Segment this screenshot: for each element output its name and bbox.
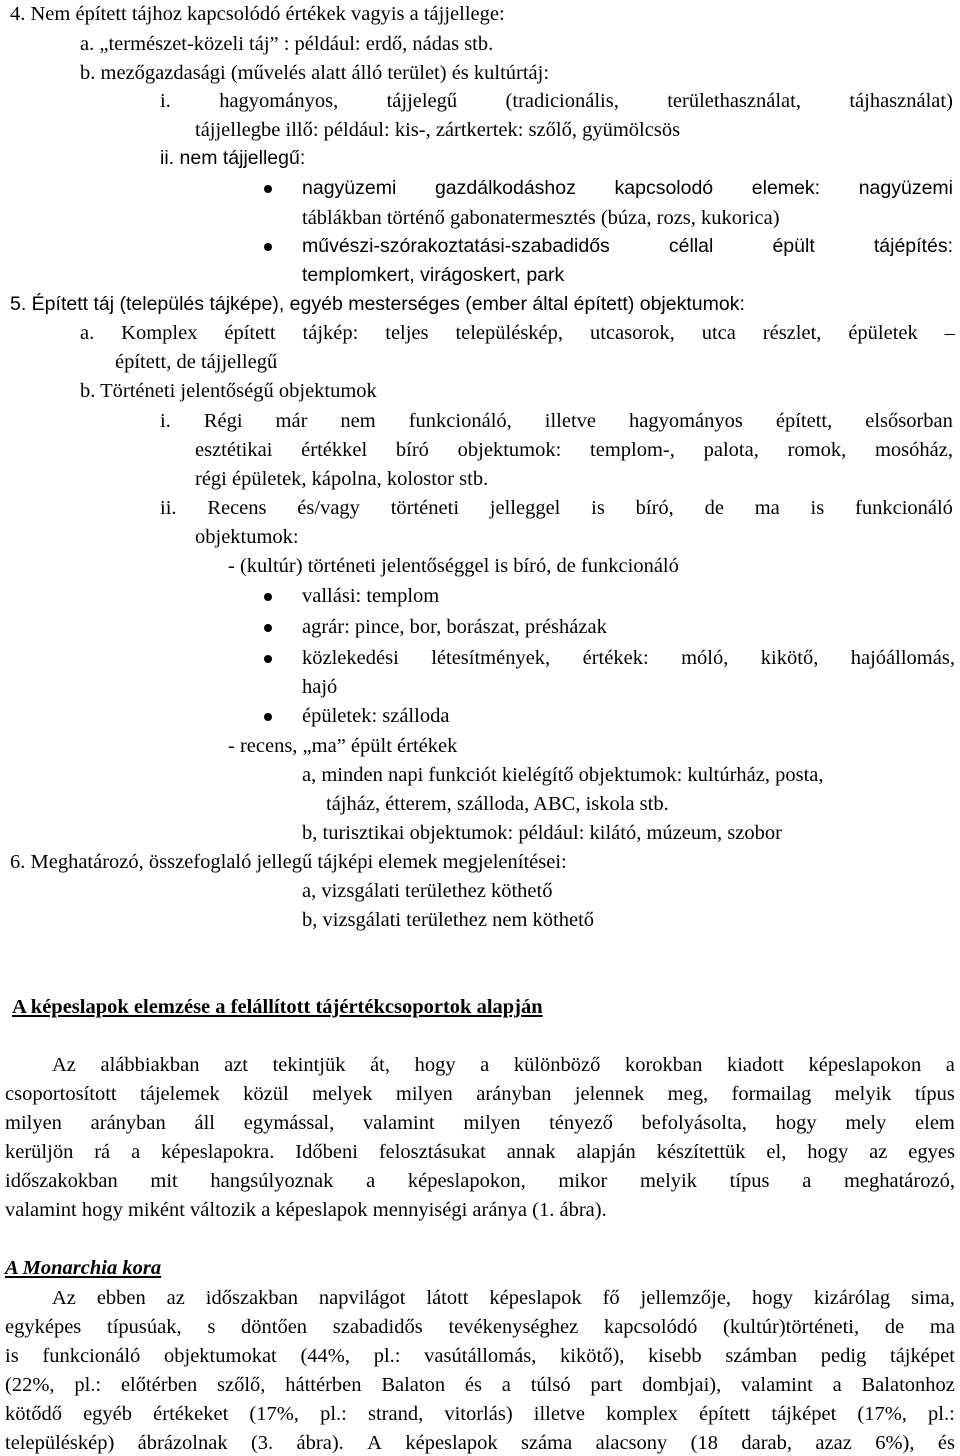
dash-item-1: - (kultúr) történeti jelentőséggel is bíró, de funkcionáló	[228, 555, 679, 577]
word: ábra).	[296, 1432, 344, 1454]
word: milyen	[395, 1083, 453, 1105]
word: pl.:	[320, 1403, 347, 1425]
item-4-label: 4. Nem épített tájhoz kapcsolódó értékek vagyis a tájjellege:	[10, 3, 505, 25]
word: tájépítés:	[873, 235, 953, 257]
paragraph-line-last: valamint hogy miként változik a képeslapok mennyiségi aránya (1. ábra).	[5, 1199, 607, 1221]
item-5a-line2: épített, de tájjellegű	[115, 351, 278, 373]
word: nem	[340, 410, 376, 432]
word: részlet,	[762, 322, 822, 344]
word: Balatonhoz	[861, 1374, 955, 1396]
word: mikor	[558, 1170, 608, 1192]
word: utca	[701, 322, 736, 344]
word: egymással,	[243, 1112, 335, 1134]
word: kisebb	[648, 1345, 702, 1367]
word: és/vagy	[297, 497, 360, 519]
paragraph-line	[5, 1375, 955, 1396]
item-4b-i-line1	[160, 91, 953, 112]
item-5b: b. Történeti jelentőségű objektumok	[80, 380, 377, 402]
word: part	[590, 1374, 623, 1396]
word: el,	[766, 1141, 787, 1163]
word: és	[937, 1432, 955, 1454]
word: 6%),	[875, 1432, 915, 1454]
item-5a-line1	[80, 323, 955, 344]
word: vitorlás)	[444, 1403, 513, 1425]
paragraph-line	[5, 1433, 955, 1454]
word: Az	[52, 1054, 76, 1076]
word: épült	[772, 235, 815, 257]
word: tekintjük	[272, 1054, 346, 1076]
word: épített,	[775, 410, 833, 432]
word: i.	[160, 90, 171, 112]
word: korokban	[624, 1054, 703, 1076]
word: (18	[690, 1432, 718, 1454]
subheading: A Monarchia kora	[5, 1257, 162, 1279]
word: tényező	[549, 1112, 613, 1134]
word: dombjai),	[642, 1374, 722, 1396]
word: móló,	[681, 647, 729, 669]
word: száma	[520, 1432, 573, 1454]
word: ma	[754, 497, 780, 519]
word: napvilágot	[318, 1287, 406, 1309]
word: az	[166, 1287, 185, 1309]
dash-item-2: - recens, „ma” épült értékek	[228, 735, 458, 757]
word: i.	[160, 410, 171, 432]
word: (3.	[250, 1432, 274, 1454]
word: esztétikai	[195, 439, 273, 461]
word: értékek:	[582, 647, 649, 669]
item-4b-ii-bullet1-line1	[302, 179, 953, 199]
recent-b: b, turisztikai objektumok: például: kilátó, múzeum, szobor	[302, 822, 782, 844]
word: településkép)	[5, 1432, 115, 1454]
item-4b: b. mezőgazdasági (művelés alatt álló terület) és kultúrtáj:	[80, 62, 550, 84]
word: azt	[224, 1054, 249, 1076]
item-4a: a. „természet-közeli táj” : például: erdő, nádas stb.	[80, 33, 494, 55]
word: pl.:	[373, 1345, 401, 1367]
word: jelleggel	[489, 497, 561, 519]
word: típus	[914, 1083, 955, 1105]
word: ma	[929, 1316, 955, 1338]
word: is	[5, 1345, 19, 1367]
bullet-icon	[264, 243, 272, 251]
item-4b-ii-bullet1-line2: táblákban történő gabonatermesztés (búza, rozs, kukorica)	[302, 207, 780, 229]
section-heading: A képeslapok elemzése a felállított tájértékcsoportok alapján	[12, 996, 543, 1018]
paragraph-line	[5, 1317, 955, 1338]
paragraph-line	[5, 1171, 955, 1192]
word: gazdálkodáshoz	[434, 177, 576, 199]
bullet-kozlekedesi-line2: hajó	[302, 676, 338, 698]
word: közlekedési	[302, 647, 399, 669]
word: kapcsolodó	[614, 177, 714, 199]
word: (tradicionális,	[505, 90, 619, 112]
word: áll	[194, 1112, 215, 1134]
word: hajóállomás,	[850, 647, 955, 669]
word: típus	[729, 1170, 770, 1192]
word: hagyományos	[629, 410, 743, 432]
word: időszakban	[205, 1287, 299, 1309]
word: jelennek	[574, 1083, 645, 1105]
word: háttérben	[285, 1374, 362, 1396]
word: bíró,	[635, 497, 674, 519]
word: szőlő,	[217, 1374, 266, 1396]
item-4b-ii-bullet2-line2: templomkert, virágoskert, park	[302, 264, 565, 286]
word: kizárólag	[813, 1287, 891, 1309]
word: funkcionáló	[855, 497, 953, 519]
word: területhasználat,	[667, 90, 801, 112]
word: Komplex	[121, 322, 198, 344]
word: képeslapokon	[808, 1054, 922, 1076]
word: milyen	[463, 1112, 521, 1134]
bullet-epuletek: épületek: szálloda	[302, 705, 450, 727]
word: épített	[224, 322, 276, 344]
word: romok,	[787, 439, 847, 461]
recent-a-line1: a, minden napi funkciót kielégítő objektumok: kultúrház, posta,	[302, 764, 824, 786]
paragraph-line	[5, 1142, 955, 1163]
word: kiadott	[726, 1054, 784, 1076]
word: Időbeni	[295, 1141, 358, 1163]
word: funkcionáló,	[408, 410, 512, 432]
word: A	[367, 1432, 382, 1454]
word: strand,	[367, 1403, 424, 1425]
word: tájelemek	[140, 1083, 220, 1105]
paragraph-line	[52, 1288, 955, 1309]
word: tájképet	[890, 1345, 955, 1367]
word: hangsúlyoznak	[210, 1170, 334, 1192]
bullet-icon	[264, 185, 272, 193]
word: (17%,	[857, 1403, 907, 1425]
item-4b-ii: ii. nem tájjellegű:	[160, 147, 306, 169]
word: a	[802, 1170, 812, 1192]
word: csoportosított	[5, 1083, 117, 1105]
paragraph-line	[5, 1113, 955, 1134]
word: ábrázolnak	[137, 1432, 228, 1454]
word: alapján	[576, 1141, 636, 1163]
word: számban	[725, 1345, 798, 1367]
item-5b-i-line3: régi épületek, kápolna, kolostor stb.	[195, 468, 489, 490]
word: tájhasználat)	[849, 90, 953, 112]
word: tájkép:	[302, 322, 359, 344]
word: egyképes	[5, 1316, 82, 1338]
bullet-kozlekedesi-line1	[302, 648, 955, 669]
word: készítettük	[656, 1141, 746, 1163]
word: már	[275, 410, 308, 432]
word: utcasorok,	[589, 322, 675, 344]
word: előtérben	[120, 1374, 198, 1396]
item-5b-ii-line2: objektumok:	[195, 526, 299, 548]
word: melyik	[834, 1083, 892, 1105]
word: valamint	[741, 1374, 813, 1396]
word: településkép,	[455, 322, 564, 344]
word: sima,	[911, 1287, 955, 1309]
word: kikötő,	[760, 647, 819, 669]
word: pl.:	[928, 1403, 955, 1425]
word: valamint	[362, 1112, 435, 1134]
word: céllal	[668, 235, 714, 257]
item-6-label: 6. Meghatározó, összefoglaló jellegű tájképi elemek megjelenítései:	[10, 851, 567, 873]
word: pl.:	[74, 1374, 102, 1396]
word: szabadidős	[332, 1316, 423, 1338]
word: azaz	[815, 1432, 852, 1454]
word: Balaton	[381, 1374, 446, 1396]
word: értékeket	[153, 1403, 229, 1425]
word: (17%,	[249, 1403, 299, 1425]
item-6a: a, vizsgálati területhez köthető	[302, 880, 553, 902]
paragraph-line	[5, 1084, 955, 1105]
word: a	[501, 1374, 511, 1396]
word: egyéb	[83, 1403, 133, 1425]
word: Régi	[203, 410, 243, 432]
word: hogy	[414, 1054, 456, 1076]
paragraph-line	[5, 1404, 955, 1425]
item-4b-i-line2: tájjellegbe illő: például: kis-, zártkertek: szőlő, gyümölcsös	[195, 119, 681, 141]
word: időszakokban	[5, 1170, 118, 1192]
word: művészi-szórakoztatási-szabadidős	[302, 235, 610, 257]
word: típusúak,	[107, 1316, 182, 1338]
word: döntően	[241, 1316, 308, 1338]
word: de	[704, 497, 724, 519]
word: alacsony	[595, 1432, 668, 1454]
word: mit	[150, 1170, 178, 1192]
word: s	[207, 1316, 216, 1338]
word: a	[131, 1141, 141, 1163]
word: pedig	[820, 1345, 867, 1367]
word: a	[945, 1054, 955, 1076]
word: épületek	[848, 322, 918, 344]
word: milyen	[5, 1112, 62, 1134]
word: –	[944, 322, 955, 344]
word: képeslapok	[405, 1432, 498, 1454]
item-5-label: 5. Épített táj (település tájképe), egyéb mesterséges (ember által épített) objektumok:	[10, 293, 745, 315]
word: képeslapok	[489, 1287, 582, 1309]
word: de	[884, 1316, 905, 1338]
item-5b-ii-line1	[160, 498, 953, 519]
word: és	[464, 1374, 482, 1396]
word: kerüljön	[5, 1141, 74, 1163]
word: meghatározó,	[843, 1170, 955, 1192]
word: mosóház,	[874, 439, 953, 461]
word: meg,	[667, 1083, 709, 1105]
word: épített	[699, 1403, 751, 1425]
word: elem	[915, 1112, 955, 1134]
word: komplex	[606, 1403, 678, 1425]
word: funkcionáló	[42, 1345, 141, 1367]
word: látott	[426, 1287, 469, 1309]
word: túlsó	[530, 1374, 571, 1396]
word: létesítmények,	[431, 647, 551, 669]
recent-a-line2: tájház, étterem, szálloda, ABC, iskola stb.	[326, 793, 669, 815]
word: felosztásukat	[378, 1141, 486, 1163]
bullet-vallasi: vallási: templom	[302, 585, 440, 607]
word: is	[810, 497, 825, 519]
word: fő	[602, 1287, 620, 1309]
word: is	[591, 497, 605, 519]
bullet-icon	[264, 713, 272, 721]
word: nagyüzemi	[302, 177, 397, 199]
word: a	[366, 1170, 376, 1192]
word: tevékenységhez	[448, 1316, 579, 1338]
word: Az	[52, 1287, 76, 1309]
bullet-icon	[264, 593, 272, 601]
word: (44%,	[300, 1345, 350, 1367]
item-6b: b, vizsgálati területhez nem köthető	[302, 909, 595, 931]
word: különböző	[513, 1054, 601, 1076]
word: a	[480, 1054, 490, 1076]
word: illetve	[544, 410, 596, 432]
word: az	[869, 1141, 888, 1163]
word: ii.	[160, 497, 177, 519]
item-4b-ii-bullet2-line1	[302, 237, 953, 257]
word: hogy	[751, 1287, 793, 1309]
word: darab,	[741, 1432, 793, 1454]
item-5b-i-line1	[160, 411, 953, 432]
word: objektumok:	[457, 439, 562, 461]
word: melyik	[640, 1170, 697, 1192]
word: kötődő	[5, 1403, 62, 1425]
word: képeslapokra.	[161, 1141, 275, 1163]
word: vasútállomás,	[424, 1345, 537, 1367]
word: templom-,	[590, 439, 675, 461]
word: bíró	[395, 439, 429, 461]
bullet-icon	[264, 655, 272, 663]
word: hogy	[807, 1141, 849, 1163]
word: tájjelegű	[386, 90, 458, 112]
paragraph-line	[5, 1346, 955, 1367]
word: képeslapokon,	[407, 1170, 526, 1192]
word: annak	[506, 1141, 556, 1163]
word: történeti	[390, 497, 460, 519]
word: hagyományos,	[219, 90, 339, 112]
paragraph-line	[52, 1055, 955, 1076]
bullet-icon	[264, 624, 272, 632]
word: teljes	[385, 322, 429, 344]
word: egyes	[908, 1141, 955, 1163]
word: közül	[243, 1083, 289, 1105]
word: alábbiakban	[100, 1054, 200, 1076]
word: ebben	[96, 1287, 146, 1309]
word: át,	[370, 1054, 390, 1076]
word: elemek:	[751, 177, 821, 199]
word: értékkel	[301, 439, 368, 461]
word: mely	[845, 1112, 887, 1134]
word: a.	[80, 322, 95, 344]
word: arányban	[476, 1083, 552, 1105]
word: tájképet	[771, 1403, 837, 1425]
word: hogy	[775, 1112, 817, 1134]
word: (22%,	[5, 1374, 55, 1396]
word: jellemzője,	[640, 1287, 732, 1309]
word: befolyásolta,	[641, 1112, 747, 1134]
word: kapcsolódó	[603, 1316, 698, 1338]
word: Recens	[207, 497, 267, 519]
word: rá	[94, 1141, 111, 1163]
item-5b-i-line2	[195, 440, 953, 461]
word: nagyüzemi	[858, 177, 953, 199]
word: kikötő),	[560, 1345, 625, 1367]
bullet-agrar: agrár: pince, bor, borászat, présházak	[302, 616, 607, 638]
word: (kultúr)történeti,	[723, 1316, 860, 1338]
word: objektumokat	[164, 1345, 277, 1367]
word: elsősorban	[865, 410, 953, 432]
word: arányban	[90, 1112, 166, 1134]
word: formailag	[731, 1083, 812, 1105]
word: a	[832, 1374, 842, 1396]
word: palota,	[703, 439, 759, 461]
word: melyek	[312, 1083, 373, 1105]
word: illetve	[533, 1403, 586, 1425]
